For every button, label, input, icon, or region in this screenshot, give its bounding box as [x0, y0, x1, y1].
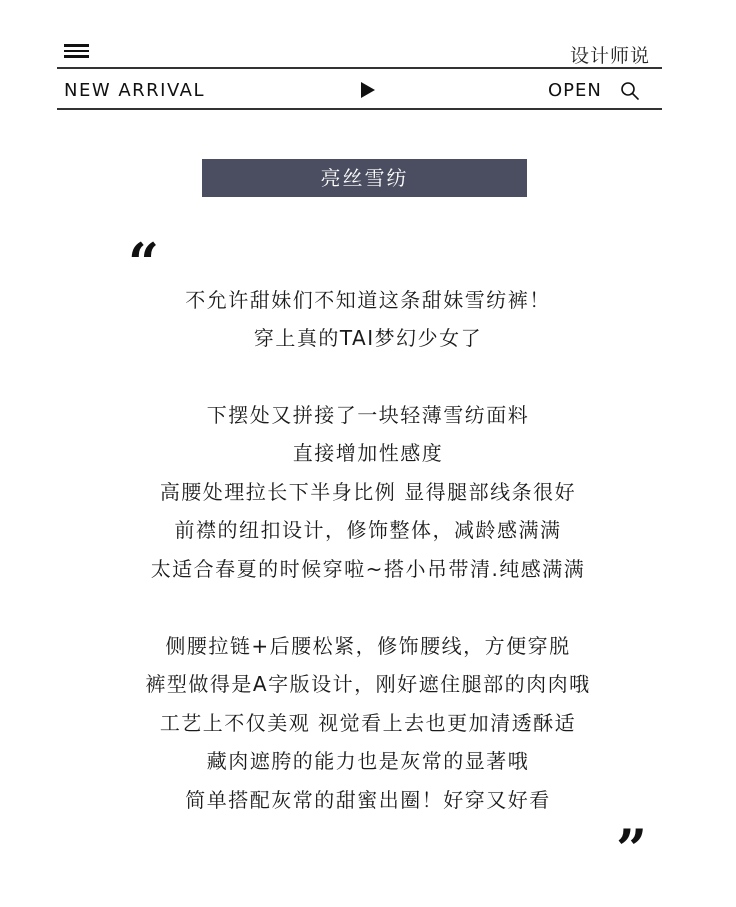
- menu-icon[interactable]: [64, 44, 89, 58]
- text-line: 穿上真的TAI梦幻少女了: [253, 326, 483, 350]
- header-divider-top: [57, 67, 662, 69]
- text-line: 裤型做得是A字版设计，刚好遮住腿部的肉肉哦: [145, 672, 591, 696]
- play-icon[interactable]: [361, 82, 375, 98]
- text-line: 下摆处又拼接了一块轻薄雪纺面料: [206, 403, 530, 427]
- new-arrival-link[interactable]: NEW ARRIVAL: [64, 80, 205, 101]
- text-line: 前襟的纽扣设计，修饰整体，减龄感满满: [174, 518, 562, 542]
- brand-label: 设计师说: [569, 45, 650, 67]
- text-line: 直接增加性感度: [292, 441, 444, 465]
- header-divider-bottom: [57, 108, 662, 110]
- text-line: 太适合春夏的时候穿啦~搭小吊带清.纯感满满: [150, 557, 586, 581]
- text-line: 藏肉遮胯的能力也是灰常的显著哦: [206, 749, 530, 773]
- text-line: 简单搭配灰常的甜蜜出圈！好穿又好看: [185, 788, 551, 812]
- open-link[interactable]: OPEN: [548, 80, 602, 101]
- open-quote-mark: “: [128, 231, 160, 295]
- search-icon[interactable]: [620, 81, 640, 101]
- text-line: 侧腰拉链+后腰松紧，修饰腰线，方便穿脱: [165, 634, 571, 658]
- text-line: 高腰处理拉长下半身比例 显得腿部线条很好: [159, 480, 577, 504]
- text-line: 工艺上不仅美观 视觉看上去也更加清透酥适: [159, 711, 577, 735]
- close-quote-mark: ”: [616, 817, 648, 881]
- text-line: 不允许甜妹们不知道这条甜妹雪纺裤！: [185, 288, 551, 312]
- section-title: 亮丝雪纺: [202, 159, 527, 197]
